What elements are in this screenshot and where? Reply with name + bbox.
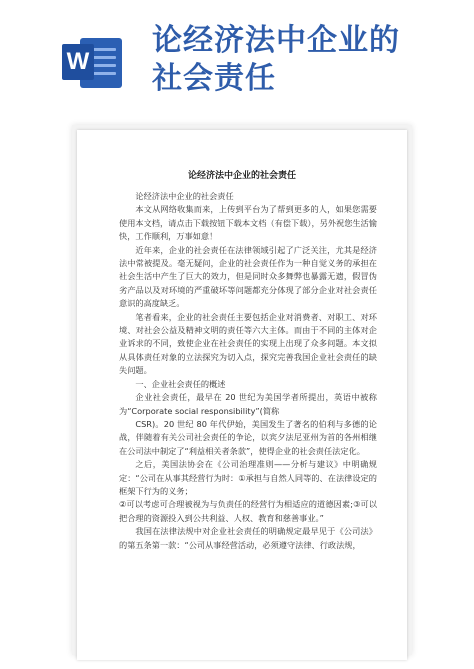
section-heading: 一、企业社会责任的概述 — [135, 378, 226, 389]
document-body — [119, 190, 377, 552]
paragraph: 近年来，企业的社会责任在法律领域引起了广泛关注，尤其是经济法中常被提及。毫无疑问，企业的社会责任作为一种自觉义务的承担在社会生活中产生了巨大的效力，但是同时众多舞弊也暴露无遗，假冒伪劣产品以及对环境的严重破坏等问题都充分体现了部分企业对社会责任意识的高度缺乏。 — [119, 244, 377, 309]
document-title: 论经济法中企业的社会责任 — [187, 171, 296, 181]
word-logo-letter: W — [62, 44, 94, 80]
paragraph: 笔者看来，企业的社会责任主要包括企业对消费者、对职工、对环境、对社会公益及精神文明的责任等六大主体。而由于不同的主体对企业诉求的不同，致使企业在社会责任的实现上出现了众多问题。本文拟从具体责任对象的立法探究为切入点，探究完善我国企业社会责任的缺失问题。 — [119, 311, 377, 376]
paragraph: 论经济法中企业的社会责任 — [135, 191, 234, 201]
paragraph: ②可以考虑可合理被视为与负责任的经营行为相适应的道德因素;③可以把合理的资源投入到公共利益、人权、教育和慈善事业。” — [119, 499, 377, 523]
paragraph: 之后，美国法协会在《公司治理准则——分析与建议》中明确规定：“公司在从事其经营行为时：①承担与自然人同等的、在法律设定的框架下行为的义务； — [119, 459, 377, 496]
paragraph: 企业社会责任，最早在 20 世纪为美国学者所提出，英语中被称为“Corporate social responsibility”(简称 — [119, 392, 377, 416]
word-document-icon — [62, 34, 124, 92]
page-title — [152, 22, 462, 98]
page-title-line-1: 论经济法中企业的 — [152, 23, 400, 58]
paragraph: 本文从网络收集而来，上传到平台为了帮到更多的人，如果您需要使用本文档，请点击下载按钮下载本文档（有偿下载），另外祝您生活愉快，工作顺利，万事如意！ — [119, 204, 377, 242]
paragraph: CSR)。20 世纪 80 年代伊始，美国发生了著名的伯利与多德的论战，伴随着有关公司社会责任的争论，以宾夕法尼亚州为首的各州相继在公司法中制定了“利益相关者条款”，使得企业的社会责任法定化。 — [119, 418, 377, 456]
page-title-line-2: 社会责任 — [152, 61, 276, 96]
document-preview-page — [77, 130, 407, 660]
paragraph: 我国在法律法规中对企业社会责任的明确规定最早见于《公司法》的第五条第一款：“公司从事经营活动，必须遵守法律、行政法规， — [119, 526, 377, 550]
header-banner — [0, 0, 474, 120]
